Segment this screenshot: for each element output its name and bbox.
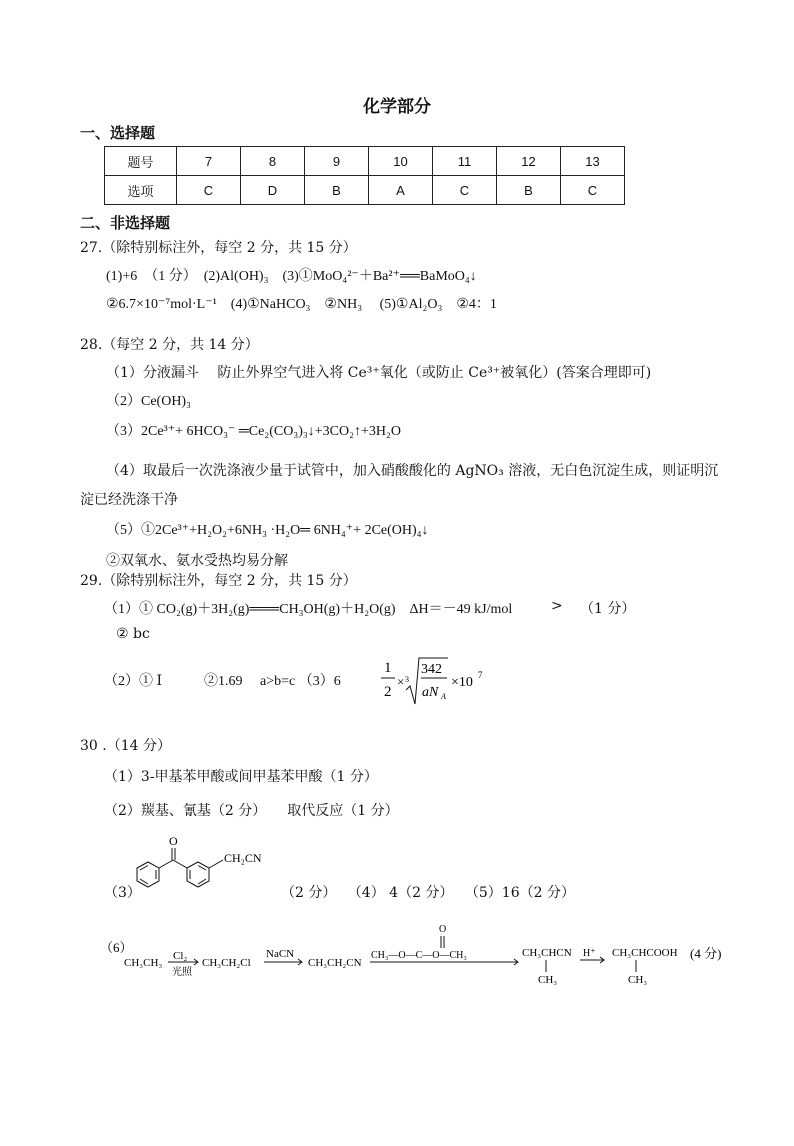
cyanomethyl-group: CH₂CN [224,851,262,865]
table-cell: C [433,176,497,205]
root-numerator: 342 [421,662,442,677]
table-cell: 12 [497,147,561,176]
table-cell: 题号 [105,147,177,176]
reagent-3: CH₃—O—C—O—CH₃ [371,950,467,961]
table-cell: B [497,176,561,205]
reagent-3-oxygen: O [439,924,447,935]
answer-table [104,146,625,205]
section-multiple-choice: 一、选择题 [80,124,156,142]
reagent-4: H⁺ [583,948,596,959]
q30-score6: (4 分) [690,946,722,961]
q30-line1: （1）3-甲基苯甲酸或间甲基苯甲酸（1 分） [104,769,378,785]
frac-denominator: 2 [384,684,392,700]
q30-label3: （3） [104,885,141,901]
reagent-2: NaCN [266,948,295,960]
q28-line1: （1）分液漏斗 防止外界空气进入将 Ce³⁺氧化（或防止 Ce³⁺被氧化）(答案合理即可) [106,365,652,381]
table-cell: 选项 [105,176,177,205]
table-cell: D [241,176,305,205]
q28-header: 28.（每空 2 分，共 14 分） [80,337,259,353]
root-denominator-sub: A [441,692,446,701]
benzophenone-structure [128,828,278,903]
table-row [105,147,625,176]
synthesis-route [98,918,738,990]
reagent-1: Cl₂ [173,950,188,962]
q28-line3: （3）2Ce³⁺+ 6HCO₃⁻ ═Ce₂(CO₃)₃↓+3CO₂↑+3H₂O [106,424,401,439]
section-non-choice: 二、非选择题 [80,214,171,232]
condition-1: 光照 [172,967,192,978]
q29-gt: > [551,598,563,614]
substance-4-methyl: CH₃ [538,974,558,986]
table-cell: 10 [369,147,433,176]
q30-header: 30 .（14 分） [80,738,171,754]
carbonyl-oxygen: O [169,834,178,848]
table-cell: B [305,176,369,205]
q30-line2: （2）羰基、氰基（2 分） 取代反应（1 分） [104,803,399,819]
power-exponent: 7 [478,670,483,680]
q27-line2: ②6.7×10⁻⁷mol·L⁻¹ (4)①NaHCO₃ ②NH₃ (5)①Al₂O₃ ②4：1 [106,297,497,312]
q27-line1: (1)+6 （1 分） (2)Al(OH)₃ (3)①MoO₄²⁻＋Ba²⁺══BaMoO₄↓ [106,269,477,284]
q28-line2: （2）Ce(OH)₃ [106,394,191,409]
table-cell: 11 [433,147,497,176]
q28-line6: （5）①2Ce³⁺+H₂O₂+6NH₃ ·H₂O═ 6NH₄⁺+ 2Ce(OH)₄↓ [106,523,429,538]
table-cell: 7 [177,147,241,176]
table-cell: 8 [241,147,305,176]
q29-score: （1 分） [580,601,636,617]
q29-header: 29.（除特别标注外，每空 2 分，共 15 分） [80,573,357,589]
root-index: 3 [405,675,409,684]
substance-3: CH₃CH₂CN [308,957,362,969]
q28-line5: 淀已经洗涤干净 [80,492,178,508]
density-formula [378,652,498,712]
table-row [105,176,625,205]
frac-numerator: 1 [384,660,392,676]
page-title: 化学部分 [363,97,431,117]
table-cell: 9 [305,147,369,176]
table-cell: C [177,176,241,205]
q29-line1: （1）① CO₂(g)＋3H₂(g)═══CH₃OH(g)＋H₂O(g) ΔH＝－49 kJ/mol [104,602,513,617]
root-denominator: aN [422,685,439,700]
substance-1: CH₃CH₃ [124,957,163,969]
q30-line3: （2 分） （4） 4（2 分） （5）16（2 分） [281,885,575,901]
q30-label6: （6） [100,940,133,955]
table-cell: C [561,176,625,205]
substance-4: CH₃CHCN [522,947,572,959]
q28-line7: ②双氧水、氨水受热均易分解 [106,553,288,569]
substance-5: CH₃CHCOOH [612,947,678,959]
q27-header: 27.（除特别标注外，每空 2 分，共 15 分） [80,240,357,256]
q29-line2: ② bc [116,626,150,642]
q28-line4: （4）取最后一次洗涤液少量于试管中，加入硝酸酸化的 AgNO₃ 溶液，无白色沉淀生成，则证明沉 [106,463,719,479]
substance-5-methyl: CH₃ [628,974,648,986]
q29-line3: （2）① Ⅰ ②1.69 a>b=c （3）6 [104,674,341,689]
substance-2: CH₃CH₂Cl [202,957,251,969]
table-cell: 13 [561,147,625,176]
table-cell: A [369,176,433,205]
power-of-ten: ×10 [451,675,473,690]
times-sign: × [397,674,405,689]
